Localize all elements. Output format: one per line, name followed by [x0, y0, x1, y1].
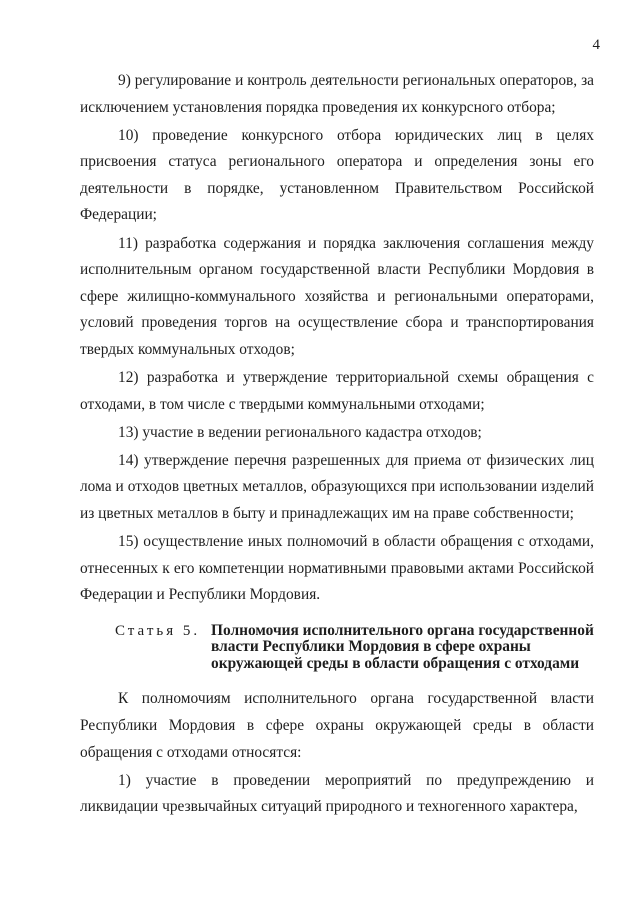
list-item-13: 13) участие в ведении регионального кадастра отходов; — [118, 423, 482, 441]
list-item-1: 1) участие в проведении мероприятий по предупреждению и ликвидации чрезвычайных ситуаций природного и техногенного характера, — [80, 771, 594, 816]
page-number: 4 — [592, 37, 600, 53]
list-item-12: 12) разработка и утверждение территориальной схемы обращения с отходами, в том числе с твердыми коммунальными отходами; — [80, 369, 594, 413]
list-item-11: 11) разработка содержания и порядка заключения соглашения между исполнительным органом государственной власти Республики Мордовия в сфере жилищно-коммунального хозяйства и региональными операторами, условий проведения торгов на осуществление сбора и транспортирования твердых коммунальных отходов; — [80, 234, 594, 358]
article-title: Полномочия исполнительного органа государственной власти Республики Мордовия в сфере охраны окружающей среды в области обращения с отходами — [211, 621, 594, 672]
document-body — [80, 68, 594, 821]
article-label: Статья 5. — [115, 622, 201, 639]
list-item-14: 14) утверждение перечня разрешенных для приема от физических лиц лома и отходов цветных металлов, образующихся при использовании изделий из цветных металлов в быту и принадлежащих им на праве собственности; — [80, 451, 594, 522]
intro-paragraph: К полномочиям исполнительного органа государственной власти Республики Мордовия в сфере охраны окружающей среды в области обращения с отходами относятся: — [80, 690, 594, 761]
list-item-10: 10) проведение конкурсного отбора юридических лиц в целях присвоения статуса регионального оператора и определения зоны его деятельности в порядке, установленном Правительством Российской Федерации; — [80, 126, 594, 224]
list-item-15: 15) осуществление иных полномочий в области обращения с отходами, отнесенных к его компетенции нормативными правовыми актами Российской Федерации и Республики Мордовия. — [80, 533, 594, 604]
list-item-9: 9) регулирование и контроль деятельности региональных операторов, за исключением установления порядка проведения их конкурсного отбора; — [80, 72, 594, 116]
article-heading — [80, 623, 594, 673]
